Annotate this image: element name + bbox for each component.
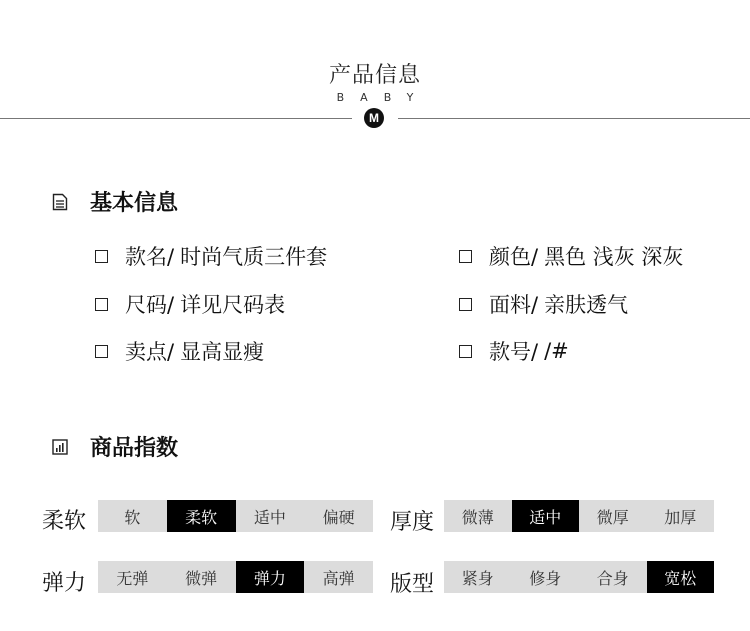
info-item-color [459, 241, 683, 271]
checkbox-icon [459, 298, 472, 311]
page-title: 产品信息 [328, 63, 421, 88]
index-option-selected: 适中 [512, 500, 580, 532]
divider-left [0, 118, 352, 119]
index-option: 无弹 [116, 568, 149, 588]
info-label: 卖点/ [125, 340, 175, 364]
index-option: 适中 [253, 507, 286, 527]
index-bar-fit [444, 561, 714, 593]
brand-badge: M [364, 108, 384, 128]
index-bar-softness [98, 500, 373, 532]
checkbox-icon [95, 345, 108, 358]
info-value: 详见尺码表 [180, 293, 286, 317]
info-label: 面料/ [489, 293, 539, 317]
checkbox-icon [459, 345, 472, 358]
checkbox-icon [459, 250, 472, 263]
info-label: 款号/ [489, 340, 539, 364]
info-value: 黑色 浅灰 深灰 [544, 245, 684, 269]
index-option: 紧身 [461, 568, 494, 588]
index-option: 修身 [529, 568, 562, 588]
info-value: 亲肤透气 [544, 293, 629, 317]
index-option: 加厚 [664, 507, 697, 527]
info-label: 颜色/ [489, 245, 539, 269]
info-item-fabric [459, 289, 628, 319]
index-option: 微薄 [461, 507, 494, 527]
index-option: 微厚 [596, 507, 629, 527]
basic-info-title: 基本信息 [90, 191, 179, 216]
index-label-elasticity: 弹力 [42, 571, 87, 596]
checkbox-icon [95, 298, 108, 311]
info-item-style-name [95, 241, 327, 271]
index-option: 高弹 [322, 568, 355, 588]
index-label-thickness: 厚度 [390, 510, 435, 535]
product-index-title: 商品指数 [90, 436, 179, 461]
bar-chart-icon [52, 438, 68, 456]
checkbox-icon [95, 250, 108, 263]
index-option: 合身 [596, 568, 629, 588]
info-value: /# [544, 339, 569, 363]
info-label: 款名/ [125, 245, 175, 269]
document-icon [52, 193, 68, 211]
index-option-selected: 宽松 [647, 561, 715, 593]
index-option-selected: 柔软 [167, 500, 236, 532]
index-bar-thickness [444, 500, 714, 532]
index-bar-elasticity [98, 561, 373, 593]
info-item-size [95, 289, 285, 319]
info-item-style-number [459, 336, 569, 366]
page-subtitle: BABY [336, 91, 430, 104]
divider-right [398, 118, 750, 119]
index-label-softness: 柔软 [42, 509, 87, 534]
info-label: 尺码/ [125, 293, 175, 317]
index-label-fit: 版型 [390, 572, 435, 597]
index-option: 微弹 [185, 568, 218, 588]
info-value: 时尚气质三件套 [180, 245, 328, 269]
info-item-selling-point [95, 336, 264, 366]
index-option: 偏硬 [322, 507, 355, 527]
index-option: 软 [124, 507, 141, 527]
index-option-selected: 弹力 [236, 561, 305, 593]
info-value: 显高显瘦 [180, 340, 265, 364]
